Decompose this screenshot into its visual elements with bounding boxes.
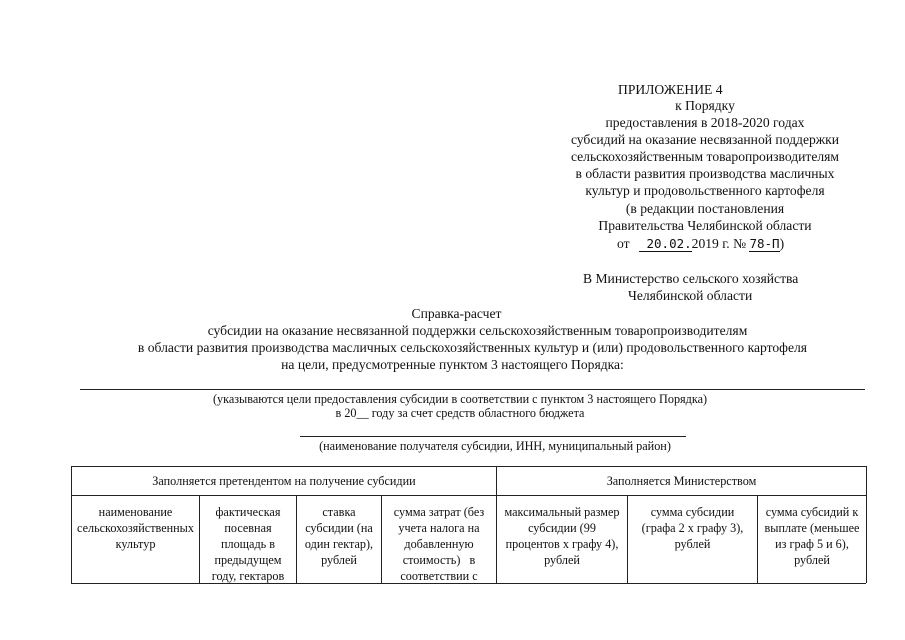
table-border-right — [866, 466, 867, 583]
column-header-rate: ставка субсидии (на один гектар), рублей — [304, 505, 374, 567]
appendix-line: Правительства Челябинской области — [598, 218, 812, 233]
table-header-divider — [71, 495, 866, 496]
addressee-line-2: Челябинской области — [628, 288, 753, 303]
column-header-payout: сумма субсидий к выплате (меньшее из граф 5 и 6), рублей — [764, 505, 860, 567]
close-paren: ) — [779, 236, 785, 251]
appendix-title: ПРИЛОЖЕНИЕ 4 — [618, 82, 723, 97]
decree-date-line — [617, 236, 784, 252]
purpose-hint: (указываются цели предоставления субсидии в соответствии с пунктом 3 настоящего Порядка) — [212, 392, 708, 406]
appendix-line: к Порядку — [675, 98, 735, 113]
column-header-sown-area: фактическая посевная площадь в предыдущем году, гектаров — [211, 505, 285, 583]
document-title: Справка-расчет — [411, 306, 502, 321]
appendix-line: предоставления в 2018-2020 годах — [605, 115, 805, 130]
appendix-line: культур и продовольственного картофеля — [585, 183, 825, 198]
recipient-blank-line[interactable] — [300, 436, 686, 437]
appendix-line: субсидий на оказание несвязанной поддержки — [570, 132, 840, 147]
appendix-line: сельскохозяйственным товаропроизводителям — [570, 149, 840, 164]
table-border-top — [71, 466, 866, 467]
purpose-blank-line[interactable] — [80, 389, 865, 390]
heading-line-1: субсидии на оказание несвязанной поддержки сельскохозяйственным товаропроизводителям — [207, 323, 748, 338]
column-header-subsidy-amount: сумма субсидии (графа 2 x графу 3), рублей — [641, 505, 744, 551]
appendix-line: в области развития производства масличных — [575, 166, 835, 181]
year-line: в 20__ году за счет средств областного бюджета — [335, 406, 585, 420]
group-header-applicant: Заполняется претендентом на получение субсидии — [152, 474, 416, 488]
decree-year: 2019 г. № — [691, 236, 747, 251]
addressee-line-1: В Министерство сельского хозяйства — [583, 271, 799, 286]
column-header-max-subsidy: максимальный размер субсидии (99 процентов x графу 4), рублей — [504, 505, 620, 567]
recipient-hint: (наименование получателя субсидии, ИНН, муниципальный район) — [319, 439, 671, 453]
from-prefix: от — [617, 236, 630, 251]
decree-number: 78-П — [749, 236, 780, 251]
heading-line-3: на цели, предусмотренные пунктом 3 настоящего Порядка: — [281, 357, 624, 372]
appendix-line: (в редакции постановления — [625, 201, 785, 216]
column-header-crop-name: наименование сельскохозяйственных культур — [77, 505, 194, 551]
heading-line-2: в области развития производства масличных сельскохозяйственных культур и (или) продовольственного картофеля — [137, 340, 808, 355]
column-header-costs: сумма затрат (без учета налога на добавленную стоимость) в соответствии с — [393, 505, 485, 583]
group-header-ministry: Заполняется Министерством — [606, 474, 757, 488]
decree-date: 20.02. — [639, 237, 692, 252]
